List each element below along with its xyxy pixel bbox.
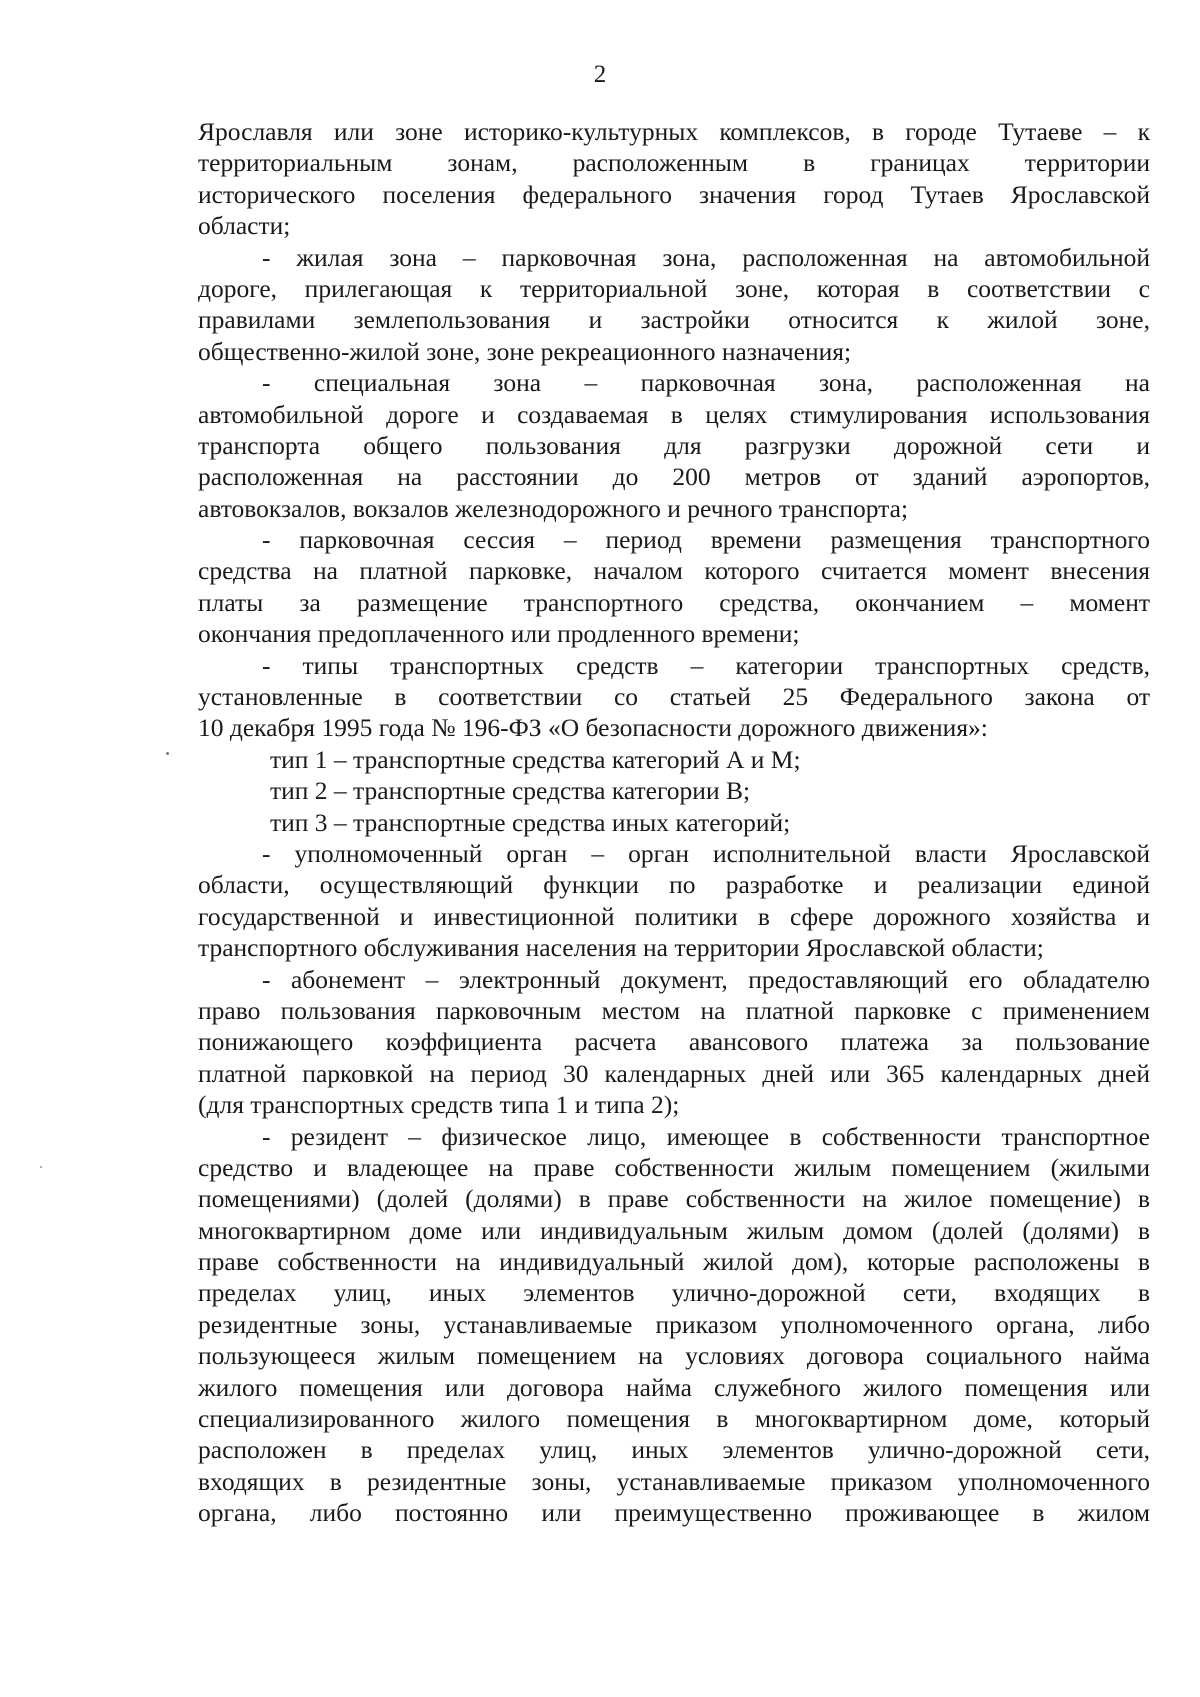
text-line: специализированного жилого помещения в многоквартирном доме, который: [198, 1404, 1150, 1434]
text-line: расположенная на расстоянии до 200 метров от зданий аэропортов,: [198, 462, 1150, 492]
text-line: тип 2 – транспортные средства категории В;: [270, 776, 751, 806]
scan-speck: [166, 752, 169, 755]
text-line: - парковочная сессия – период времени размещения транспортного: [262, 525, 1150, 555]
text-line: платы за размещение транспортного средства, окончанием – момент: [198, 587, 1150, 617]
paragraph-authorized-body: [198, 838, 1150, 964]
text-line: (для транспортных средств типа 1 и типа 2);: [198, 1090, 680, 1120]
text-line: резидентные зоны, устанавливаемые приказом уполномоченного органа, либо: [198, 1309, 1150, 1339]
text-line: средства на платной парковке, началом которого считается момент внесения: [198, 556, 1150, 586]
text-line: платной парковкой на период 30 календарных дней или 365 календарных дней: [198, 1058, 1150, 1088]
text-line: окончания предоплаченного или продленного времени;: [198, 619, 800, 649]
text-line: транспортного обслуживания населения на территории Ярославской области;: [198, 933, 1044, 963]
text-line: 10 декабря 1995 года № 196-ФЗ «О безопасности дорожного движения»:: [198, 713, 988, 743]
list-item-type-1: [198, 744, 1150, 775]
text-line: пользующееся жилым помещением на условиях договора социального найма: [198, 1341, 1150, 1371]
list-item-type-3: [198, 807, 1150, 838]
text-line: - резидент – физическое лицо, имеющее в собственности транспортное: [262, 1121, 1150, 1151]
paragraph-zones-continuation: [198, 116, 1150, 242]
text-line: Ярославля или зоне историко-культурных комплексов, в городе Тутаеве – к: [198, 117, 1150, 146]
text-line: автомобильной дороге и создаваемая в целях стимулирования использования: [198, 399, 1150, 429]
scan-speck: [40, 1166, 42, 1168]
paragraph-parking-session: [198, 524, 1150, 650]
text-line: - специальная зона – парковочная зона, расположенная на: [262, 368, 1150, 398]
list-item-type-2: [198, 775, 1150, 806]
text-line: исторического поселения федерального значения город Тутаев Ярославской: [198, 179, 1150, 209]
paragraph-residential-zone: [198, 242, 1150, 368]
text-line: - типы транспортных средств – категории транспортных средств,: [262, 650, 1150, 680]
text-line: области, осуществляющий функции по разработке и реализации единой: [198, 870, 1150, 900]
text-line: дороге, прилегающая к территориальной зоне, которая в соответствии с: [198, 273, 1150, 303]
text-line: территориальным зонам, расположенным в границах территории: [198, 148, 1150, 178]
paragraph-vehicle-types: [198, 650, 1150, 744]
text-line: помещениями) (долей (долями) в праве собственности на жилое помещение) в: [198, 1184, 1150, 1214]
text-line: входящих в резидентные зоны, устанавливаемые приказом уполномоченного: [198, 1466, 1150, 1496]
text-line: - абонемент – электронный документ, предоставляющий его обладателю: [262, 964, 1150, 994]
paragraph-special-zone: [198, 367, 1150, 524]
text-line: средство и владеющее на праве собственности жилым помещением (жилыми: [198, 1152, 1150, 1182]
text-line: тип 3 – транспортные средства иных категорий;: [270, 807, 791, 837]
text-line: многоквартирном доме или индивидуальным жилым домом (долей (долями) в: [198, 1215, 1150, 1245]
text-line: области;: [198, 211, 291, 241]
text-line: право пользования парковочным местом на платной парковке с применением: [198, 995, 1150, 1025]
paragraph-subscription: [198, 964, 1150, 1121]
text-line: расположен в пределах улиц, иных элементов улично-дорожной сети,: [198, 1435, 1150, 1465]
text-line: пределах улиц, иных элементов улично-дорожной сети, входящих в: [198, 1278, 1150, 1308]
text-line: тип 1 – транспортные средства категорий А и М;: [270, 744, 801, 774]
text-line: - жилая зона – парковочная зона, расположенная на автомобильной: [262, 242, 1150, 272]
text-line: органа, либо постоянно или преимущественно проживающее в жилом: [198, 1498, 1150, 1528]
text-line: жилого помещения или договора найма служебного жилого помещения или: [198, 1372, 1150, 1402]
text-line: - уполномоченный орган – орган исполнительной власти Ярославской: [262, 838, 1150, 868]
text-line: транспорта общего пользования для разгрузки дорожной сети и: [198, 430, 1150, 460]
text-line: автовокзалов, вокзалов железнодорожного и речного транспорта;: [198, 493, 909, 523]
document-body: [198, 116, 1150, 1529]
text-line: общественно-жилой зоне, зоне рекреационного назначения;: [198, 336, 852, 366]
text-line: правилами землепользования и застройки относится к жилой зоне,: [198, 305, 1150, 335]
text-line: понижающего коэффициента расчета авансового платежа за пользование: [198, 1027, 1150, 1057]
page-number: 2: [593, 61, 607, 88]
paragraph-resident: [198, 1121, 1150, 1529]
text-line: государственной и инвестиционной политики в сфере дорожного хозяйства и: [198, 901, 1150, 931]
text-line: установленные в соответствии со статьей 25 Федерального закона от: [198, 682, 1150, 712]
text-line: праве собственности на индивидуальный жилой дом), которые расположены в: [198, 1247, 1150, 1277]
